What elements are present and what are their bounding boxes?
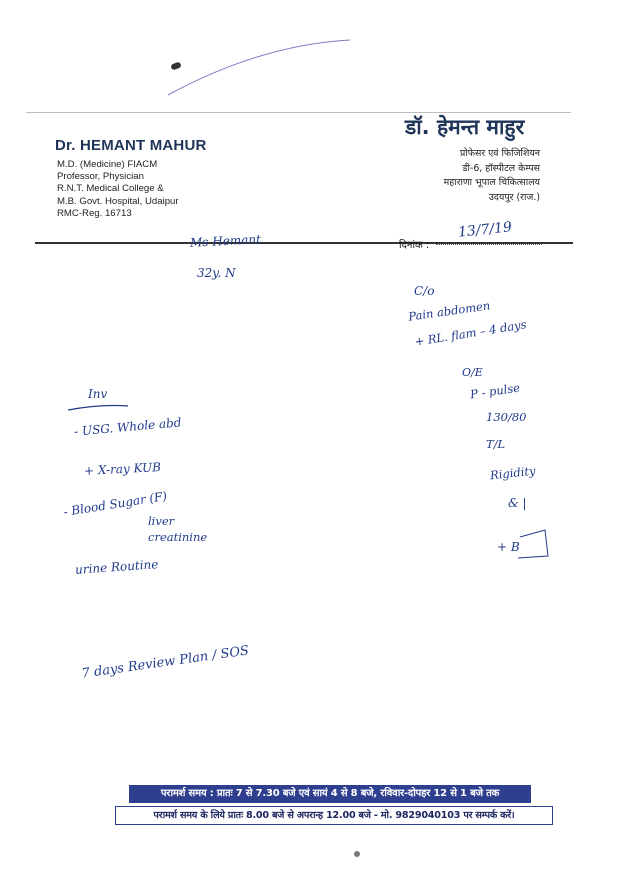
credential-line-hi: महाराणा भूपाल चिकित्सालय xyxy=(443,177,540,188)
doctor-name-en: Dr. HEMANT MAHUR xyxy=(55,137,207,154)
credential-line: RMC-Reg. 16713 xyxy=(57,207,132,219)
advice-line: urine Routine xyxy=(74,557,159,577)
advice-line: liver xyxy=(148,514,175,528)
advice-header: Inv xyxy=(88,387,108,401)
complaint-header: C/o xyxy=(414,284,435,298)
advice-line: creatinine xyxy=(148,530,208,544)
credential-line: M.B. Govt. Hospital, Udaipur xyxy=(57,195,179,207)
credential-line-hi: उदयपुर (राज.) xyxy=(488,191,540,203)
date-label: दिनांक : xyxy=(399,240,430,251)
exam-line: & | xyxy=(508,496,527,510)
consultation-timing-banner: परामर्श समय : प्रातः 7 से 7.30 बजे एवं सायं 4 से 8 बजे, रविवार-दोपहर 12 से 1 बजे तक xyxy=(129,785,531,803)
exam-line: P - pulse xyxy=(469,380,521,402)
complaint-line: + RL. flam – 4 days xyxy=(413,317,528,349)
credential-line: M.D. (Medicine) FIACM xyxy=(57,159,158,170)
credential-line: Professor, Physician xyxy=(57,171,144,183)
doctor-name-hi: डॉ. हेमन्त माहुर xyxy=(405,115,525,139)
exam-line: 130/80 xyxy=(486,410,527,424)
exam-header: O/E xyxy=(462,366,483,379)
advice-line: - Blood Sugar (F) xyxy=(62,488,168,520)
credential-line-hi: डी-6, हॉस्पीटल केम्पस xyxy=(462,162,540,174)
patient-age: 32y. N xyxy=(197,266,236,280)
exam-line: Rigidity xyxy=(489,463,537,483)
bottom-scan-mark xyxy=(354,851,360,857)
appointment-contact-banner: परामर्श समय के लिये प्रातः 8.00 बजे से अपरान्ह 12.00 बजे - मो. 9829040103 पर सम्पर्क करें। xyxy=(115,806,553,825)
patient-name: Ms Hemant xyxy=(189,232,262,250)
advice-line: + X-ray KUB xyxy=(83,459,162,479)
handwritten-date: 13/7/19 xyxy=(457,219,513,241)
credential-line: R.N.T. Medical College & xyxy=(57,183,164,195)
complaint-line: Pain abdomen xyxy=(407,298,492,324)
advice-line: - USG. Whole abd xyxy=(73,415,182,439)
credential-line-hi: प्रोफेसर एवं फिजिशियन xyxy=(459,148,540,159)
exam-line: T/L xyxy=(486,437,506,451)
followup-note: 7 days Review Plan / SOS xyxy=(80,643,250,682)
exam-note: + B xyxy=(497,540,520,554)
